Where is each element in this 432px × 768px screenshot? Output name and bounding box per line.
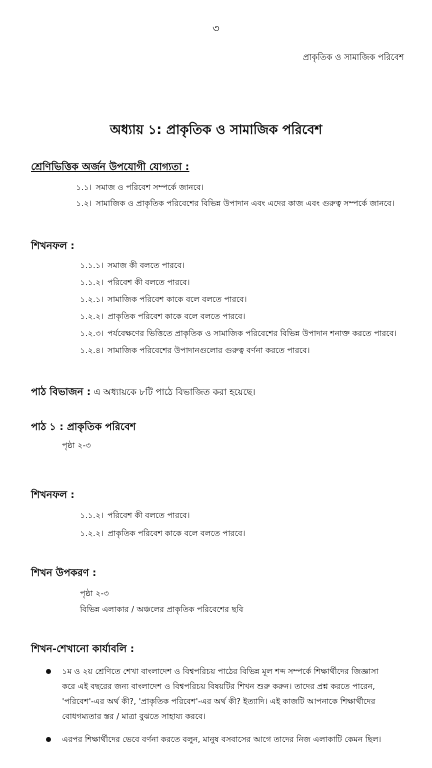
item-text: সামাজিক ও প্রাকৃতিক পরিবেশের বিভিন্ন উপাদান এবং এদের কাজ এবং গুরুত্ব সম্পর্কে জানবে। bbox=[95, 199, 395, 208]
item-text: সামাজিক পরিবেশ কাকে বলে বলতে পারবে। bbox=[107, 295, 247, 304]
item-text: সামাজিক পরিবেশের উপাদানগুলোর গুরুত্ব বর্ণনা করতে পারবে। bbox=[107, 346, 310, 355]
item-text: পরিবেশ কী বলতে পারবে। bbox=[107, 511, 190, 520]
item-text: সমাজ ও পরিবেশ সম্পর্কে জানবে। bbox=[95, 183, 204, 192]
bullet-icon bbox=[46, 737, 51, 742]
activities-heading: শিখন-শেখানো কার্যাবলি : bbox=[31, 644, 135, 655]
competency-item bbox=[76, 198, 394, 211]
outcome-item bbox=[80, 260, 185, 273]
competency-heading: শ্রেণিভিত্তিক অর্জন উপযোগী যোগ্যতা : bbox=[31, 162, 190, 173]
lesson-division bbox=[31, 385, 255, 402]
bullet-line: 'পরিবেশ'-এর অর্থ কী?, 'প্রাকৃতিক পরিবেশ'-এর অর্থ কী? ইত্যাদি। এই কাজটি আপনাকে শিক্ষার্থীদের bbox=[62, 697, 376, 706]
item-number: ১.২.১। bbox=[80, 295, 104, 304]
materials-heading: শিখন উপকরণ : bbox=[31, 568, 97, 579]
outcomes-heading: শিখনফল : bbox=[31, 241, 75, 252]
page-number: ৩ bbox=[212, 22, 220, 35]
running-head: প্রাকৃতিক ও সামাজিক পরিবেশ bbox=[302, 53, 404, 63]
outcome-item bbox=[80, 294, 247, 307]
item-number: ১.১.১। bbox=[80, 261, 104, 270]
item-number: ১.২.৪। bbox=[80, 346, 104, 355]
outcomes-heading: শিখনফল : bbox=[31, 490, 75, 501]
item-number: ১.২.২। bbox=[80, 529, 104, 538]
item-number: ১.২.২। bbox=[80, 312, 104, 321]
item-number: ১.১.২। bbox=[80, 278, 104, 287]
outcome-item bbox=[80, 528, 245, 541]
outcome-item bbox=[80, 277, 190, 290]
item-text: প্রাকৃতিক পরিবেশ কাকে বলে বলতে পারবে। bbox=[107, 529, 246, 538]
bullet-line: ১ম ও ২য় শ্রেণিতে শেখা বাংলাদেশ ও বিশ্বপরিচয় পাঠের বিভিন্ন মূল শব্দ সম্পর্কে শিক্ষার্থীদের জিজ্ঞাসা bbox=[62, 667, 379, 676]
item-number: ১.২.৩। bbox=[80, 329, 104, 338]
activity-bullet bbox=[46, 664, 406, 724]
bullet-line: বোধগম্যতার স্তর / মাত্রা বুঝতে সাহায্য করবে। bbox=[62, 712, 206, 721]
lesson-pages: পৃষ্ঠা ২-৩ bbox=[62, 441, 91, 450]
item-text: সমাজ কী বলতে পারবে। bbox=[107, 261, 185, 270]
competency-item bbox=[76, 182, 204, 195]
lesson-division-text: এ অধ্যায়কে ৮টি পাঠে বিভাজিত করা হয়েছে। bbox=[93, 388, 256, 398]
bullet-icon bbox=[46, 669, 51, 674]
lesson-heading: পাঠ ১ : প্রাকৃতিক পরিবেশ bbox=[31, 422, 136, 433]
outcome-item bbox=[80, 345, 310, 358]
item-number: ১.২। bbox=[76, 199, 92, 208]
materials-pages: পৃষ্ঠা ২-৩ bbox=[80, 589, 109, 598]
item-text: প্রাকৃতিক পরিবেশ কাকে বলে বলতে পারবে। bbox=[107, 312, 246, 321]
bullet-line: এরপর শিক্ষার্থীদের ভেবে বর্ণনা করতে বলুন, মানুষ বসবাসের আগে তাদের নিজ এলাকাটি কেমন ছিল। bbox=[62, 735, 382, 744]
lesson-division-label: পাঠ বিভাজন : bbox=[31, 387, 91, 398]
outcome-item bbox=[80, 311, 245, 324]
chapter-title: অধ্যায় ১: প্রাকৃতিক ও সামাজিক পরিবেশ bbox=[109, 123, 323, 138]
outcome-item bbox=[80, 328, 397, 341]
item-text: পর্যবেক্ষণের ভিত্তিতে প্রাকৃতিক ও সামাজিক পরিবেশের বিভিন্ন উপাদান শনাক্ত করতে পারবে। bbox=[107, 329, 397, 338]
outcome-item bbox=[80, 510, 190, 523]
item-text: পরিবেশ কী বলতে পারবে। bbox=[107, 278, 190, 287]
bullet-line: করে এই বছরের জন্য বাংলাদেশ ও বিশ্বপরিচয় বিষয়টির শিখন শুরু করুন। তাদের প্রশ্ন করতে পারেন, bbox=[62, 682, 376, 691]
activity-bullet bbox=[46, 732, 406, 747]
item-number: ১.১.২। bbox=[80, 511, 104, 520]
item-number: ১.১। bbox=[76, 183, 92, 192]
materials-text: বিভিন্ন এলাকার / অঞ্চলের প্রাকৃতিক পরিবেশের ছবি bbox=[80, 605, 244, 614]
